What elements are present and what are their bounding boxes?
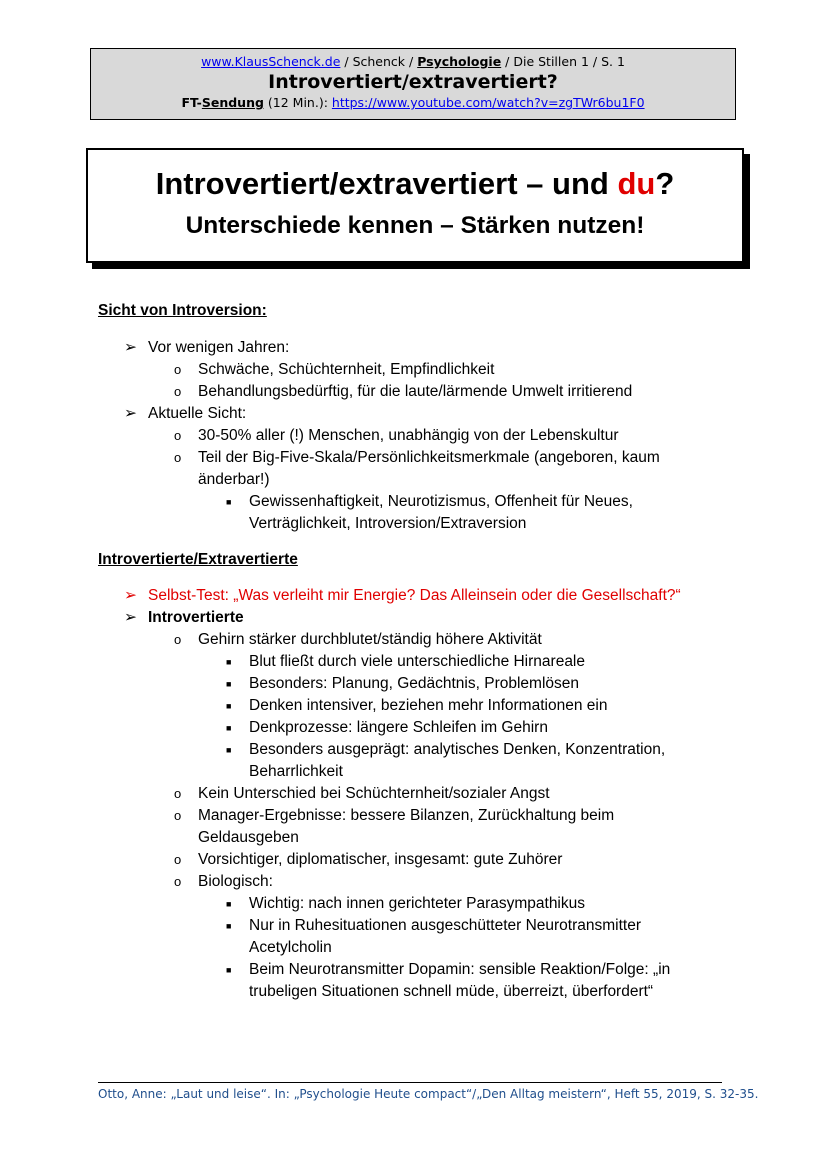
- list-item: [98, 381, 738, 403]
- arrow-bullet-icon: ➢: [124, 587, 137, 604]
- duration: (12 Min.):: [263, 95, 332, 110]
- square-bullet-icon: ■: [226, 657, 232, 667]
- list-item-continuation: [98, 827, 738, 849]
- item-text: Blut fließt durch viele unterschiedliche Hirnareale: [249, 653, 585, 670]
- video-link[interactable]: https://www.youtube.com/watch?v=zgTWr6bu1F0: [331, 95, 645, 110]
- list-item: [98, 893, 738, 915]
- header-sep: / Schenck /: [340, 54, 418, 69]
- circle-bullet-icon: o: [174, 852, 182, 867]
- list-item: [98, 425, 738, 447]
- square-bullet-icon: ■: [226, 899, 232, 909]
- item-text: Selbst-Test: „Was verleiht mir Energie? Das Alleinsein oder die Gesellschaft?“: [148, 587, 681, 604]
- item-text: Vorsichtiger, diplomatischer, insgesamt: gute Zuhörer: [198, 851, 563, 868]
- item-text: Gewissenhaftigkeit, Neurotizismus, Offenheit für Neues,: [249, 493, 633, 510]
- circle-bullet-icon: o: [174, 786, 182, 801]
- list-item: [98, 783, 738, 805]
- section-title-introversion: Sicht von Introversion:: [98, 302, 267, 319]
- main-title-post: ?: [655, 166, 675, 201]
- main-title: [88, 164, 742, 204]
- circle-bullet-icon: o: [174, 808, 182, 823]
- list-item: [98, 959, 738, 981]
- ft-label: FT-: [181, 95, 202, 110]
- item-text: Denken intensiver, beziehen mehr Informationen ein: [249, 697, 608, 714]
- square-bullet-icon: ■: [226, 745, 232, 755]
- item-text: änderbar!): [198, 471, 270, 488]
- item-text: Vor wenigen Jahren:: [148, 339, 290, 356]
- header-subject: Psychologie: [417, 54, 502, 69]
- sendung-label: Sendung: [201, 95, 264, 110]
- item-text: Geldausgeben: [198, 829, 299, 846]
- list-item: [98, 403, 738, 425]
- circle-bullet-icon: o: [174, 428, 182, 443]
- circle-bullet-icon: o: [174, 874, 182, 889]
- square-bullet-icon: ■: [226, 679, 232, 689]
- list-item: [98, 673, 738, 695]
- list-item: [98, 359, 738, 381]
- footer-divider: [98, 1082, 722, 1083]
- main-title-du: du: [617, 166, 656, 201]
- list-item-continuation: [98, 981, 738, 1003]
- arrow-bullet-icon: ➢: [124, 405, 137, 422]
- header-title: Introvertiert/extravertiert?: [268, 71, 558, 93]
- list-item: [98, 607, 738, 629]
- site-link[interactable]: www.KlausSchenck.de: [201, 54, 341, 69]
- page-header: [90, 48, 736, 120]
- item-text: Behandlungsbedürftig, für die laute/lärmende Umwelt irritierend: [198, 383, 633, 400]
- list-item-continuation: [98, 513, 738, 535]
- item-text: Verträglichkeit, Introversion/Extraversion: [249, 515, 527, 532]
- list-item: [98, 585, 738, 607]
- item-text: Beim Neurotransmitter Dopamin: sensible Reaktion/Folge: „in: [249, 961, 671, 978]
- arrow-bullet-icon: ➢: [124, 339, 137, 356]
- item-text: Schwäche, Schüchternheit, Empfindlichkeit: [198, 361, 495, 378]
- item-text: Denkprozesse: längere Schleifen im Gehirn: [249, 719, 548, 736]
- item-text: 30-50% aller (!) Menschen, unabhängig von der Lebenskultur: [198, 427, 619, 444]
- list-item: [98, 805, 738, 827]
- square-bullet-icon: ■: [226, 723, 232, 733]
- circle-bullet-icon: o: [174, 450, 182, 465]
- item-text: Biologisch:: [198, 873, 273, 890]
- list-item: [98, 337, 738, 359]
- list-item: [98, 651, 738, 673]
- subtitle: Unterschiede kennen – Stärken nutzen!: [185, 212, 645, 239]
- circle-bullet-icon: o: [174, 632, 182, 647]
- list-item: [98, 629, 738, 651]
- main-title-pre: Introvertiert/extravertiert – und: [155, 166, 618, 201]
- list-item-continuation: [98, 937, 738, 959]
- item-text: Besonders ausgeprägt: analytisches Denken, Konzentration,: [249, 741, 666, 758]
- header-page-info: / Die Stillen 1 / S. 1: [501, 54, 625, 69]
- item-text: Aktuelle Sicht:: [148, 405, 247, 422]
- square-bullet-icon: ■: [226, 701, 232, 711]
- item-text: trubeligen Situationen schnell müde, überreizt, überfordert“: [249, 983, 654, 1000]
- item-text: Wichtig: nach innen gerichteter Parasympathikus: [249, 895, 585, 912]
- item-text: Beharrlichkeit: [249, 763, 343, 780]
- list-item: [98, 739, 738, 761]
- item-text: Acetylcholin: [249, 939, 332, 956]
- item-text: Manager-Ergebnisse: bessere Bilanzen, Zurückhaltung beim: [198, 807, 615, 824]
- item-text: Besonders: Planung, Gedächtnis, Problemlösen: [249, 675, 580, 692]
- list-item: [98, 871, 738, 893]
- list-item: [98, 849, 738, 871]
- circle-bullet-icon: o: [174, 384, 182, 399]
- list-item: [98, 491, 738, 513]
- item-text: Nur in Ruhesituationen ausgeschütteter Neurotransmitter: [249, 917, 642, 934]
- square-bullet-icon: ■: [226, 921, 232, 931]
- item-text: Gehirn stärker durchblutet/ständig höhere Aktivität: [198, 631, 542, 648]
- section-title-introvertierte: Introvertierte/Extravertierte: [98, 551, 298, 568]
- square-bullet-icon: ■: [226, 965, 232, 975]
- list-item-continuation: [98, 761, 738, 783]
- list-item: [98, 915, 738, 937]
- arrow-bullet-icon: ➢: [124, 609, 137, 626]
- header-breadcrumb: [91, 54, 735, 70]
- item-text: Teil der Big-Five-Skala/Persönlichkeitsmerkmale (angeboren, kaum: [198, 449, 660, 466]
- header-video-line: [91, 95, 735, 111]
- content: [98, 300, 738, 1003]
- square-bullet-icon: ■: [226, 497, 232, 507]
- list-item-continuation: [98, 469, 738, 491]
- circle-bullet-icon: o: [174, 362, 182, 377]
- list-item: [98, 717, 738, 739]
- title-box: [86, 148, 744, 263]
- footer-citation: Otto, Anne: „Laut und leise“. In: „Psychologie Heute compact“/„Den Alltag meistern“, Heft 55, 2019, S. 32-35.: [98, 1087, 759, 1101]
- list-item: [98, 695, 738, 717]
- item-text: Kein Unterschied bei Schüchternheit/sozialer Angst: [198, 785, 550, 802]
- list-item: [98, 447, 738, 469]
- item-text: Introvertierte: [148, 609, 244, 626]
